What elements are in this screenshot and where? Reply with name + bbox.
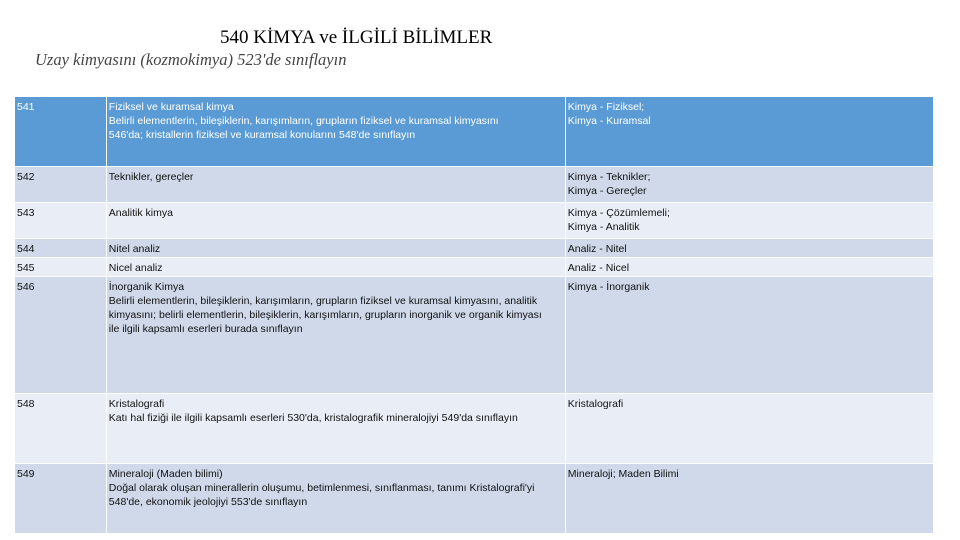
description-cell xyxy=(107,97,566,167)
description-heading: Teknikler, gereçler xyxy=(108,171,194,183)
table-row xyxy=(15,167,934,203)
description-line: Belirli elementlerin, bileşiklerin, karışımların, grupların fiziksel ve kuramsal kimyasını xyxy=(108,115,499,127)
description-heading: Nicel analiz xyxy=(108,262,163,274)
subject-heading-cell xyxy=(566,277,934,394)
subject-heading: Analiz - Nitel xyxy=(567,243,627,255)
subject-heading-cell xyxy=(566,394,934,464)
description-line: 548'de, ekonomik jeolojiyi 553'de sınıflayın xyxy=(108,496,308,508)
description-line: kimyasını; belirli elementlerin, bileşiklerin, karışımların, grupların inorganik ve organik kimyası xyxy=(108,309,542,321)
table-row xyxy=(15,394,934,464)
class-code: 542 xyxy=(17,171,35,183)
table-row xyxy=(15,239,934,258)
description-heading: Nitel analiz xyxy=(108,243,161,255)
description-cell xyxy=(107,258,566,277)
class-code: 546 xyxy=(17,281,35,293)
subject-heading-cell xyxy=(566,258,934,277)
subject-heading-cell xyxy=(566,97,934,167)
description-line: Katı hal fiziği ile ilgili kapsamlı eserleri 530'da, kristalografik mineralojiyi 549'da sınıflayın xyxy=(108,412,518,424)
description-heading: Mineraloji (Maden bilimi) xyxy=(108,468,223,480)
table-row xyxy=(15,203,934,239)
subject-heading: Kimya - İnorganik xyxy=(567,281,650,293)
description-cell xyxy=(107,239,566,258)
table-row xyxy=(15,277,934,394)
description-heading: Kristalografi xyxy=(108,398,165,410)
class-code-cell xyxy=(15,97,107,167)
description-cell xyxy=(107,167,566,203)
subject-heading: Kimya - Kuramsal xyxy=(567,115,651,127)
subject-heading: Kristalografi xyxy=(567,398,624,410)
subject-heading: Kimya - Teknikler; xyxy=(567,171,651,183)
subject-heading-cell xyxy=(566,239,934,258)
class-code-cell xyxy=(15,277,107,394)
subject-heading-cell xyxy=(566,167,934,203)
classification-table xyxy=(15,97,934,534)
class-code-cell xyxy=(15,394,107,464)
class-code-cell xyxy=(15,258,107,277)
subject-heading-cell xyxy=(566,203,934,239)
description-heading: İnorganik Kimya xyxy=(108,281,185,293)
subject-heading: Analiz - Nicel xyxy=(567,262,630,274)
subject-heading-cell xyxy=(566,464,934,534)
description-cell xyxy=(107,277,566,394)
class-code: 545 xyxy=(17,262,35,274)
subject-heading: Kimya - Gereçler xyxy=(567,185,647,197)
subject-heading: Kimya - Fiziksel; xyxy=(567,101,645,113)
description-cell xyxy=(107,464,566,534)
class-code-cell xyxy=(15,464,107,534)
table-row xyxy=(15,97,934,167)
class-code-cell xyxy=(15,203,107,239)
table-row xyxy=(15,258,934,277)
description-cell xyxy=(107,394,566,464)
description-cell xyxy=(107,203,566,239)
class-code: 549 xyxy=(17,468,35,480)
class-code-cell xyxy=(15,167,107,203)
subject-heading: Mineraloji; Maden Bilimi xyxy=(567,468,679,480)
class-code: 541 xyxy=(17,101,35,113)
class-code: 548 xyxy=(17,398,35,410)
description-heading: Fiziksel ve kuramsal kimya xyxy=(108,101,234,113)
subject-heading: Kimya - Çözümlemeli; xyxy=(567,207,670,219)
page-subtitle: Uzay kimyasını (kozmokimya) 523'de sınıflayın xyxy=(35,50,347,69)
class-code-cell xyxy=(15,239,107,258)
description-line: Belirli elementlerin, bileşiklerin, karışımların, grupların fiziksel ve kuramsal kimyasını, analitik xyxy=(108,295,538,307)
table-row xyxy=(15,464,934,534)
description-line: Doğal olarak oluşan minerallerin oluşumu, betimlenmesi, sınıflanması, tanımı Kristalografi'yi xyxy=(108,482,535,494)
class-code: 543 xyxy=(17,207,35,219)
class-code: 544 xyxy=(17,243,35,255)
page-title: 540 KİMYA ve İLGİLİ BİLİMLER xyxy=(220,27,493,48)
description-heading: Analitik kimya xyxy=(108,207,173,219)
description-line: ile ilgili kapsamlı eserleri burada sınıflayın xyxy=(108,323,303,335)
description-line: 546'da; kristallerin fiziksel ve kuramsal konularını 548'de sınıflayın xyxy=(108,129,416,141)
subject-heading: Kimya - Analitik xyxy=(567,221,640,233)
